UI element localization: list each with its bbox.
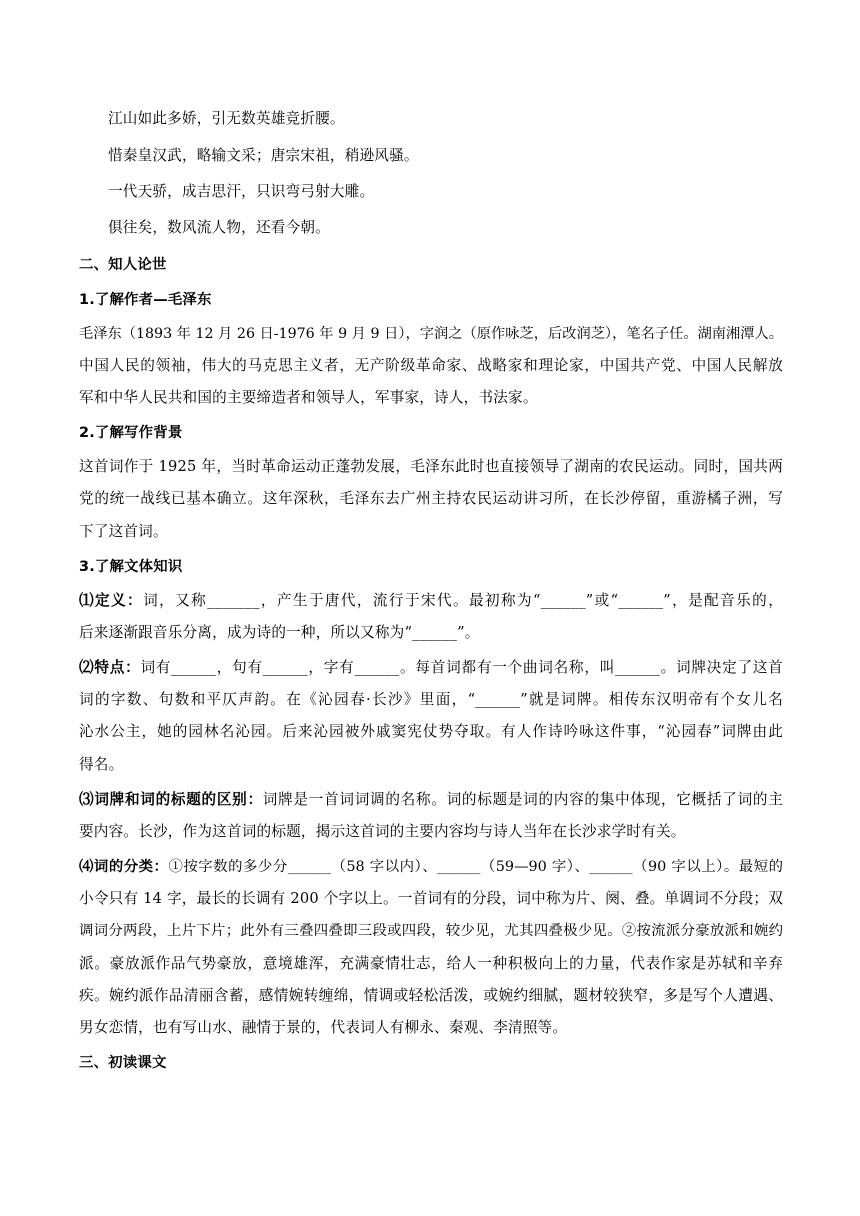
section-2-heading: 二、知人论世 <box>79 257 167 273</box>
definition-line-2: 后来逐渐跟音乐分离，成为诗的一种，所以又称为“______”。 <box>79 624 480 641</box>
subsection-3-heading: 3.了解文体知识 <box>79 559 183 575</box>
classification-label: ⑷词的分类： <box>79 859 169 875</box>
difference-text-1: 词牌是一首词词调的名称。词的标题是词的内容的集中体现，它概括了词的主 <box>262 791 783 808</box>
section-3-heading: 三、初读课文 <box>79 1055 167 1071</box>
features-text-1: 词有______，句有______，字有______。每首词都有一个曲词名称，叫______。词牌决定了这首 <box>140 659 783 676</box>
subsection-2-heading: 2.了解写作背景 <box>79 425 183 441</box>
poem-line-2: 惜秦皇汉武，略输文采；唐宗宋祖，稍逊风骚。 <box>108 147 419 164</box>
author-line-3: 军和中华人民共和国的主要缔造者和领导人，军事家，诗人，书法家。 <box>79 389 538 406</box>
classification-line-4: 派。豪放派作品气势豪放，意境雄浑，充满豪情壮志，给人一种积极向上的力量，代表作家是苏轼和辛弃 <box>79 955 783 972</box>
author-line-1: 毛泽东（1893 年 12 月 26 日-1976 年 9 月 9 日），字润之（原作咏芝，后改润芝），笔名子任。湖南湘潭人。 <box>79 326 783 342</box>
difference-line-2: 要内容。长沙，作为这首词的标题，揭示这首词的主要内容均与诗人当年在长沙求学时有关。 <box>79 823 686 840</box>
poem-line-4: 俱往矣，数风流人物，还看今朝。 <box>108 219 330 236</box>
classification-line-6: 男女恋情，也有写山水、融情于景的，代表词人有柳永、秦观、李清照等。 <box>79 1019 568 1036</box>
definition-line-1 <box>79 591 783 611</box>
difference-line-1 <box>79 790 783 810</box>
difference-label: ⑶词牌和词的标题的区别： <box>79 791 263 808</box>
classification-text-1: ①按字数的多少分______（58 字以内）、______（59—90 字）、______（90 字以上）。最短的 <box>168 859 783 875</box>
definition-label: ⑴定义： <box>79 592 144 609</box>
definition-text-1: 词，又称_______，产生于唐代，流行于宋代。最初称为“______”或“______”，是配音乐的， <box>143 592 783 609</box>
features-label: ⑵特点： <box>79 659 141 676</box>
features-line-4: 得名。 <box>79 756 124 773</box>
features-line-1 <box>79 658 783 678</box>
features-line-3: 沁水公主，她的园林名沁园。后来沁园被外戚窦宪仗势夺取。有人作诗吟咏这件事，“沁园春”词牌由此 <box>79 723 783 740</box>
features-line-2: 词的字数、句数和平仄声韵。在《沁园春·长沙》里面，“______”就是词牌。相传东汉明帝有个女儿名 <box>79 691 783 708</box>
classification-line-1 <box>79 857 783 877</box>
classification-line-2: 小令只有 14 字，最长的长调有 200 个字以上。一首词有的分段，词中称为片、阕、叠。单调词不分段；双 <box>79 890 783 907</box>
background-line-2: 党的统一战线已基本确立。这年深秋，毛泽东去广州主持农民运动讲习所，在长沙停留，重游橘子洲，写 <box>79 490 783 507</box>
classification-line-5: 疾。婉约派作品清丽含蓄，感情婉转缠绵，情调或轻松活泼，或婉约细腻，题材较狭窄，多是写个人遭遇、 <box>79 987 783 1004</box>
poem-line-3: 一代天骄，成吉思汗，只识弯弓射大雕。 <box>108 183 375 200</box>
subsection-1-heading: 1.了解作者—毛泽东 <box>79 292 212 308</box>
background-line-3: 下了这首词。 <box>79 523 168 540</box>
background-line-1: 这首词作于 1925 年，当时革命运动正蓬勃发展，毛泽东此时也直接领导了湖南的农民运动。同时，国共两 <box>79 458 783 475</box>
poem-line-1: 江山如此多娇，引无数英雄竞折腰。 <box>108 110 345 127</box>
author-line-2: 中国人民的领袖，伟大的马克思主义者，无产阶级革命家、战略家和理论家，中国共产党、中国人民解放 <box>79 357 783 374</box>
classification-line-3: 调词分两段，上片下片；此外有三叠四叠即三段或四段，较少见，尤其四叠极少见。②按流派分豪放派和婉约 <box>79 923 783 939</box>
